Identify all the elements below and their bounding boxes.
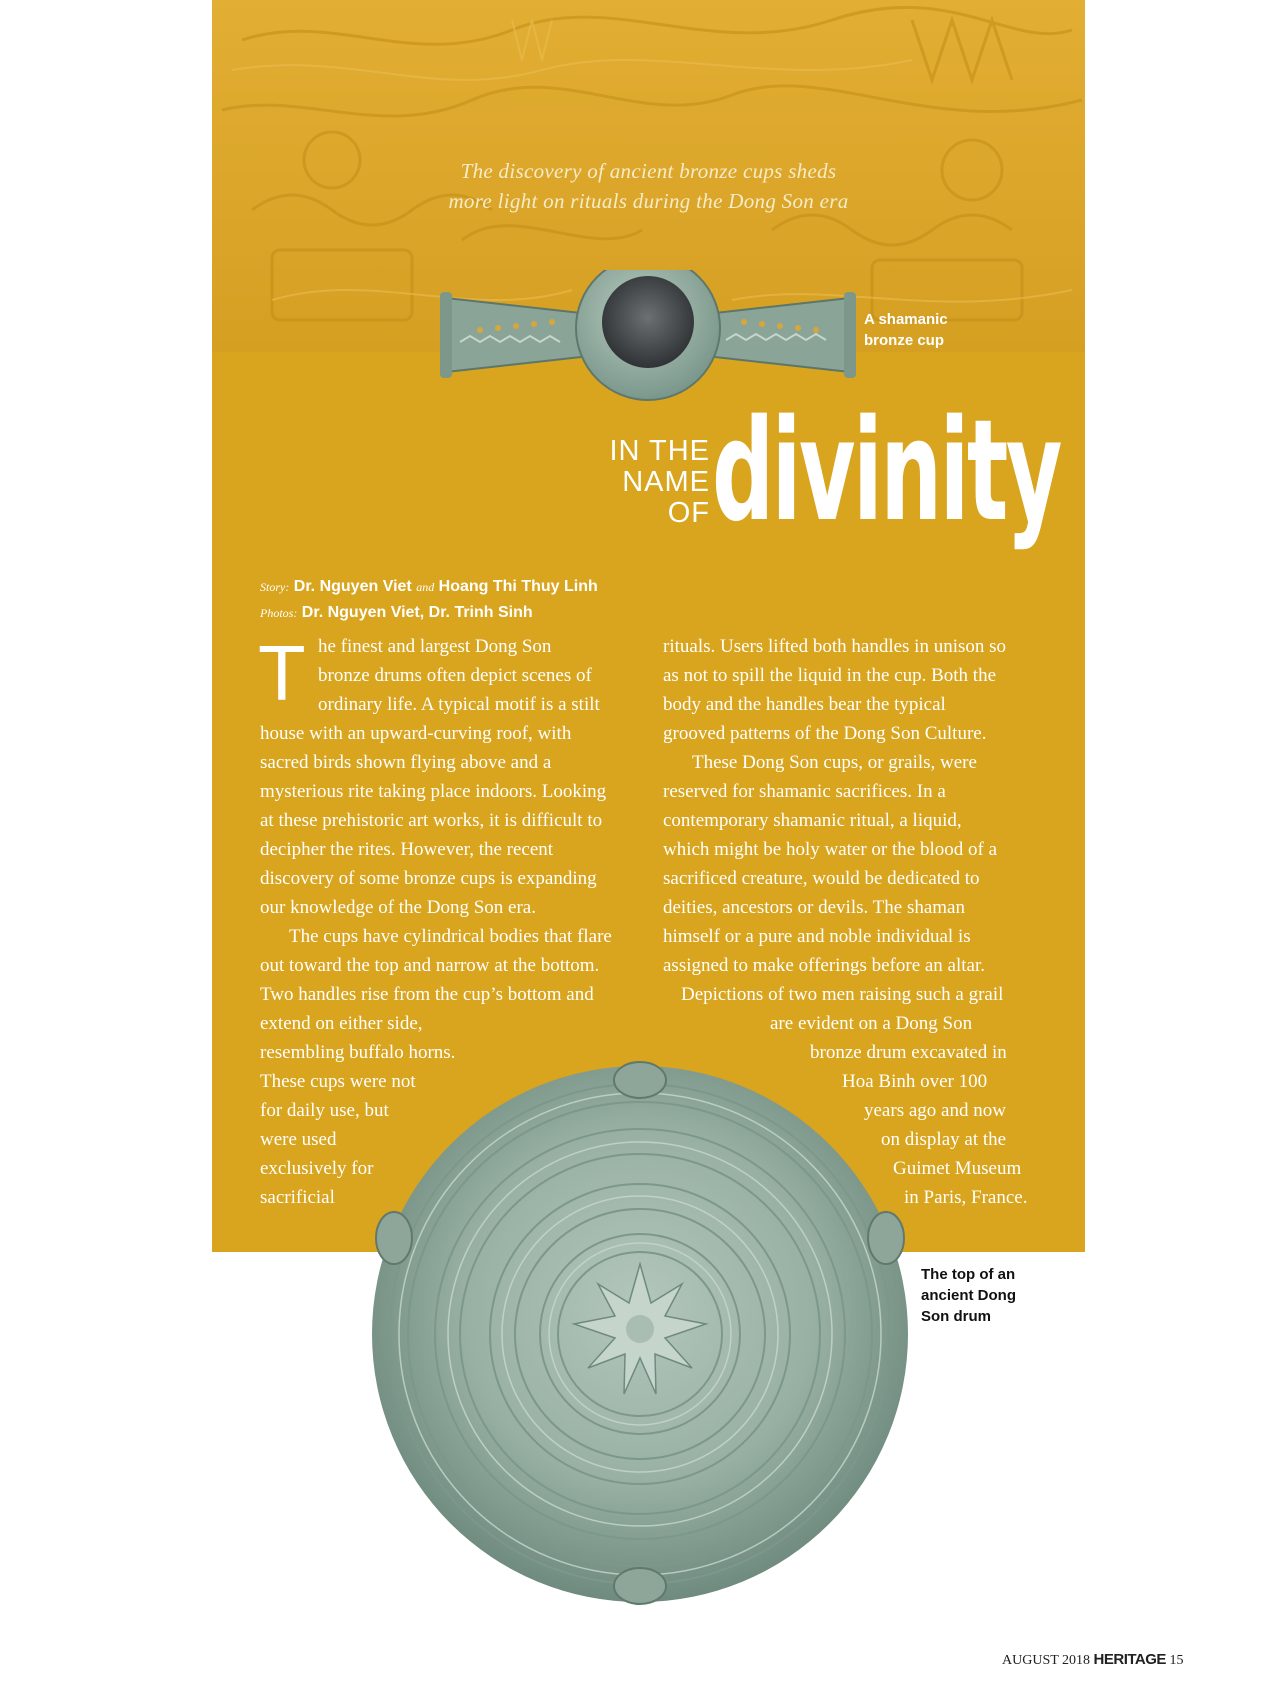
- cup-caption-line-2: bronze cup: [864, 332, 945, 349]
- col2-line: Guimet Museum: [893, 1158, 1022, 1179]
- photos-label: Photos:: [260, 606, 298, 620]
- photographers: Dr. Nguyen Viet, Dr. Trinh Sinh: [301, 604, 533, 621]
- col2-line: sacrificed creature, would be dedicated to: [663, 868, 980, 889]
- col1-line: exclusively for: [260, 1158, 374, 1179]
- col1-line: resembling buffalo horns.: [260, 1042, 456, 1063]
- col2-line: assigned to make offerings before an altar.: [663, 955, 986, 976]
- col1-line: discovery of some bronze cups is expanding: [260, 868, 597, 889]
- col1-line: Two handles rise from the cup’s bottom and: [260, 984, 594, 1005]
- page-footer: [1002, 1651, 1183, 1669]
- drum-caption: [921, 1264, 1041, 1327]
- col1-line: at these prehistoric art works, it is difficult to: [260, 810, 603, 831]
- headline-main: divinity: [712, 390, 1061, 553]
- kicker-line-2: NAME: [622, 466, 710, 498]
- footer-page-number: 15: [1169, 1653, 1184, 1668]
- headline-kicker: [600, 436, 710, 529]
- col2-line: rituals. Users lifted both handles in unison so: [663, 636, 1007, 657]
- footer-month: AUGUST 2018: [1002, 1653, 1091, 1668]
- col2-line: Hoa Binh over 100: [842, 1071, 988, 1092]
- col2-line: as not to spill the liquid in the cup. Both the: [663, 665, 997, 686]
- col1-line: sacred birds shown flying above and a: [260, 752, 552, 773]
- col2-line: These Dong Son cups, or grails, were: [692, 752, 977, 773]
- deck-line-1: The discovery of ancient bronze cups sheds: [460, 159, 837, 183]
- drum-caption-line-2: ancient Dong: [921, 1287, 1017, 1304]
- col2-line: deities, ancestors or devils. The shaman: [663, 897, 965, 918]
- col2-line: years ago and now: [864, 1100, 1006, 1121]
- col1-line: decipher the rites. However, the recent: [260, 839, 554, 860]
- col1-line: These cups were not: [260, 1071, 416, 1092]
- col2-line: bronze drum excavated in: [810, 1042, 1007, 1063]
- kicker-line-3: OF: [667, 497, 710, 529]
- col2-line: on display at the: [881, 1129, 1007, 1150]
- author-2: Hoang Thi Thuy Linh: [438, 578, 598, 595]
- bronze-drum-photo: [372, 1038, 908, 1618]
- credits: [260, 574, 598, 626]
- col1-line: extend on either side,: [260, 1013, 423, 1034]
- col1-line: sacrificial: [260, 1187, 335, 1208]
- col2-line: Depictions of two men raising such a grail: [681, 984, 1004, 1005]
- kicker-line-1: IN THE: [609, 435, 710, 467]
- drum-caption-line-1: The top of an: [921, 1266, 1016, 1283]
- col1-line: bronze drums often depict scenes of: [318, 665, 592, 686]
- col2-line: grooved patterns of the Dong Son Culture.: [663, 723, 987, 744]
- col2-line: body and the handles bear the typical: [663, 694, 946, 715]
- deck-line-2: more light on rituals during the Dong Son era: [448, 189, 849, 213]
- col1-line: ordinary life. A typical motif is a stilt: [318, 694, 600, 715]
- col2-line: in Paris, France.: [904, 1187, 1028, 1208]
- author-1: Dr. Nguyen Viet: [293, 578, 412, 595]
- col2-line: which might be holy water or the blood of a: [663, 839, 998, 860]
- photo-credit: [260, 600, 598, 626]
- cup-caption: [864, 309, 984, 351]
- col1-line: house with an upward-curving roof, with: [260, 723, 572, 744]
- col1-line: mysterious rite taking place indoors. Looking: [260, 781, 607, 802]
- col1-line: were used: [260, 1129, 337, 1150]
- footer-magazine: HERITAGE: [1093, 1651, 1166, 1668]
- col1-line: out toward the top and narrow at the bottom.: [260, 955, 600, 976]
- drum-caption-line-3: Son drum: [921, 1308, 991, 1325]
- col2-line: himself or a pure and noble individual is: [663, 926, 971, 947]
- col1-line: he finest and largest Dong Son: [318, 636, 552, 657]
- story-label: Story:: [260, 580, 290, 594]
- col2-line: contemporary shamanic ritual, a liquid,: [663, 810, 962, 831]
- col1-line: The cups have cylindrical bodies that flare: [289, 926, 612, 947]
- and-word: and: [416, 580, 435, 594]
- col2-line: reserved for shamanic sacrifices. In a: [663, 781, 946, 802]
- drop-cap: T: [258, 629, 306, 717]
- cup-caption-line-1: A shamanic: [864, 311, 948, 328]
- col1-line: for daily use, but: [260, 1100, 389, 1121]
- deck-subtitle: [212, 156, 1085, 216]
- col1-line: our knowledge of the Dong Son era.: [260, 897, 536, 918]
- story-credit: [260, 574, 598, 600]
- col2-line: are evident on a Dong Son: [770, 1013, 973, 1034]
